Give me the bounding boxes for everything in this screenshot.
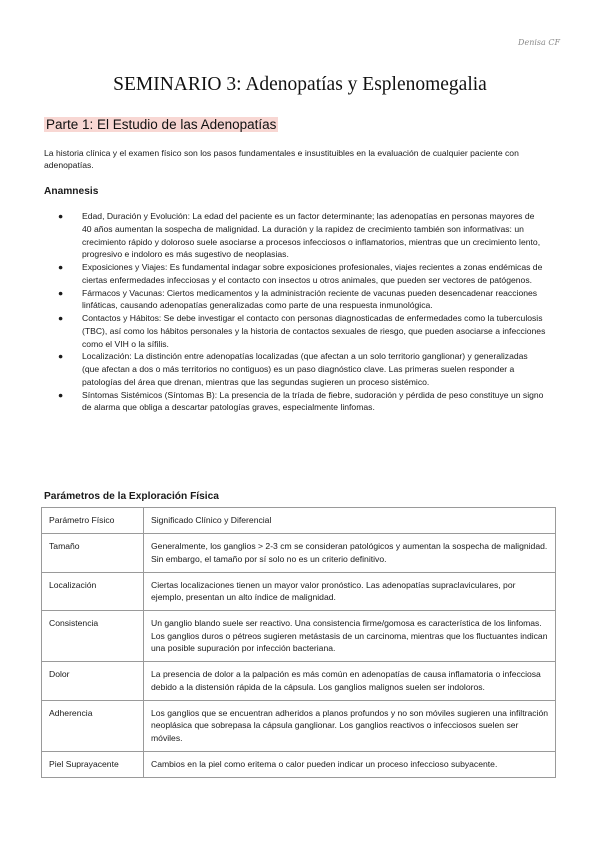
table-row [42, 611, 556, 662]
table-row [42, 534, 556, 573]
parameter-cell: Piel Suprayacente [42, 751, 144, 777]
significance-cell: Los ganglios que se encuentran adheridos a planos profundos y no son móviles sugieren una infiltración neoplásica que sobrepasa la cápsula ganglionar. Los ganglios reactivos o infecciosos suelen ser móviles. [144, 700, 556, 751]
table-row [42, 700, 556, 751]
anamnesis-heading: Anamnesis [44, 186, 99, 197]
list-item-text: Contactos y Hábitos: Se debe investigar el contacto con personas diagnosticadas de enfermedades como la tuberculosis (TBC), así como los hábitos personales y la historia de contactos sexuales de riesgo, que pueden asociarse a infecciones como el VIH o la sífilis. [82, 313, 546, 349]
author-signature: Denisa CF [518, 38, 560, 47]
list-item-text: Localización: La distinción entre adenopatías localizadas (que afectan a un solo territorio ganglionar) y generalizadas (que afectan a dos o más territorios no contiguos) es un paso diagnóstico clave. Las primeras suelen responder a patologías del área que drenan, mientras que las segundas sugieren un proceso sistémico. [82, 351, 528, 387]
parameter-cell: Tamaño [42, 534, 144, 573]
bullet-icon: ● [58, 389, 64, 400]
header-cell-significance: Significado Clínico y Diferencial [144, 508, 556, 534]
list-item-text: Síntomas Sistémicos (Síntomas B): La presencia de la tríada de fiebre, sudoración y pérdida de peso constituye un signo de alarma que obliga a descartar patologías graves, especialmente linfomas. [82, 389, 544, 413]
intro-paragraph: La historia clínica y el examen físico son los pasos fundamentales e insustituibles en la evaluación de cualquier paciente con adenopatías. [44, 148, 519, 171]
bullet-icon: ● [58, 287, 64, 298]
parameter-cell: Dolor [42, 662, 144, 701]
significance-cell: Cambios en la piel como eritema o calor pueden indicar un proceso infeccioso subyacente. [144, 751, 556, 777]
table-header-row [42, 508, 556, 534]
page-title: SEMINARIO 3: Adenopatías y Esplenomegalia [113, 74, 487, 95]
table-row [42, 751, 556, 777]
list-item-text: Edad, Duración y Evolución: La edad del paciente es un factor determinante; las adenopatías en personas mayores de 40 años aumentan la sospecha de malignidad. La duración y la rapidez de crecimiento también son informativas: un crecimiento rápido y doloroso suele asociarse a procesos infecciosos o inflamatorios, mientras que un crecimiento lento, progresivo e indoloro es más sugestivo de neoplasias. [82, 211, 541, 260]
list-item [58, 312, 546, 350]
parameter-cell: Localización [42, 572, 144, 611]
bullet-icon: ● [58, 211, 64, 221]
list-item [58, 287, 546, 313]
list-item-text: Exposiciones y Viajes: Es fundamental indagar sobre exposiciones profesionales, viajes recientes a zonas endémicas de ciertas enfermedades infecciosas y el contacto con insectos u otros animales, que pueden ser vectores de patógenos. [82, 262, 543, 285]
list-item [58, 350, 546, 388]
header-cell-parameter: Parámetro Físico [42, 508, 144, 534]
exploracion-table [41, 507, 556, 778]
bullet-icon: ● [58, 313, 64, 323]
significance-cell: Generalmente, los ganglios > 2-3 cm se consideran patológicos y aumentan la sospecha de malignidad. Sin embargo, el tamaño por sí solo no es un criterio definitivo. [144, 534, 556, 573]
list-item [58, 389, 546, 415]
list-item [58, 261, 546, 287]
parameter-cell: Adherencia [42, 700, 144, 751]
exploracion-heading: Parámetros de la Exploración Física [44, 491, 219, 502]
list-item [58, 210, 546, 261]
significance-cell: Un ganglio blando suele ser reactivo. Una consistencia firme/gomosa es característica de los linfomas. Los ganglios duros o pétreos sugieren metástasis de un carcinoma, mientras que los fluctuantes indican una posible supuración por infección bacteriana. [144, 611, 556, 662]
bullet-icon: ● [58, 262, 64, 272]
table-row [42, 572, 556, 611]
significance-cell: Ciertas localizaciones tienen un mayor valor pronóstico. Las adenopatías supraclaviculares, por ejemplo, presentan un alto índice de malignidad. [144, 572, 556, 611]
table-row [42, 662, 556, 701]
parameter-cell: Consistencia [42, 611, 144, 662]
part-1-title: Parte 1: El Estudio de las Adenopatías [46, 117, 277, 132]
significance-cell: La presencia de dolor a la palpación es más común en adenopatías de causa inflamatoria o infecciosa debido a la distensión rápida de la cápsula. Los ganglios malignos suelen ser indoloros. [144, 662, 556, 701]
bullet-icon: ● [58, 351, 64, 362]
list-item-text: Fármacos y Vacunas: Ciertos medicamentos y la administración reciente de vacunas pueden desencadenar reacciones linfáticas, causando adenopatías generalizadas como parte de una respuesta inmunológica. [82, 287, 538, 311]
anamnesis-list [58, 210, 546, 414]
part-1-heading [44, 117, 278, 132]
